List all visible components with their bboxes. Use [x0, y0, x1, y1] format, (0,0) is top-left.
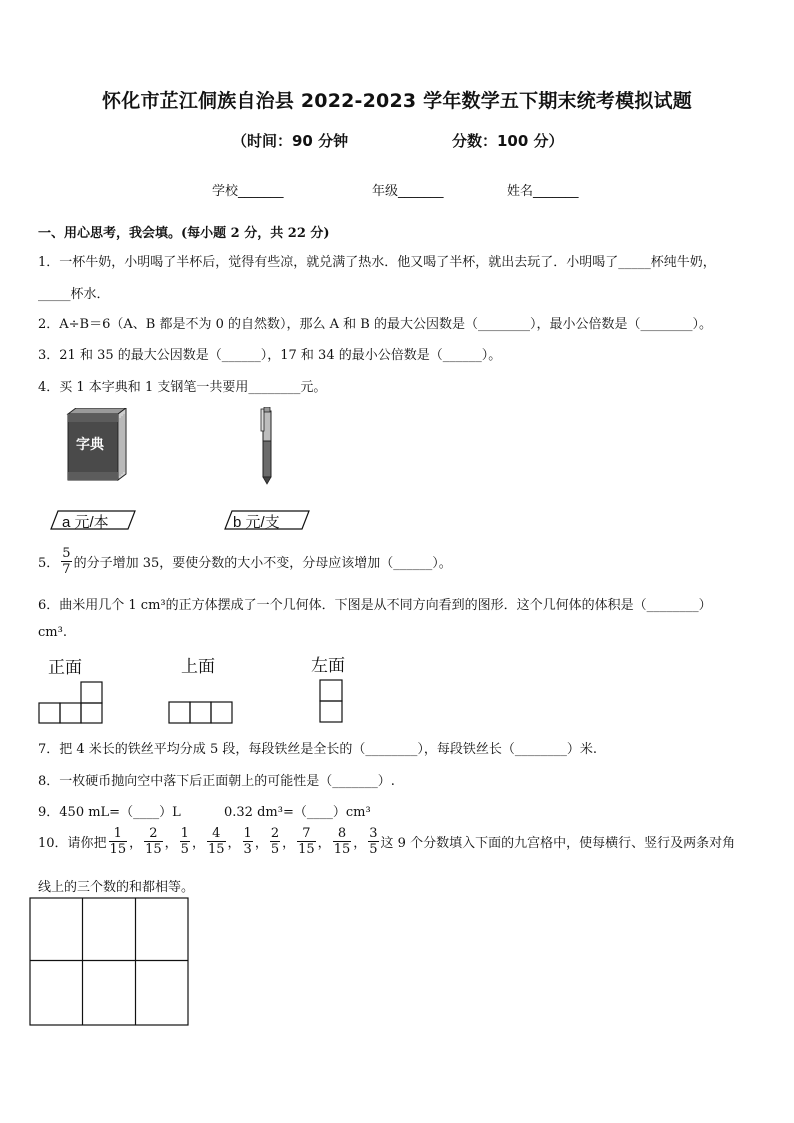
separator: ，: [282, 836, 296, 851]
exam-score: 分数：100 分）: [452, 132, 564, 150]
separator: ，: [164, 836, 178, 851]
fraction: [368, 826, 378, 857]
fraction-numerator: 4: [207, 826, 226, 842]
separator: ，: [317, 836, 331, 851]
separator: ，: [129, 836, 143, 851]
fraction-denominator: 15: [333, 842, 351, 857]
question-6-line-1: 6．曲米用几个 1 cm³的正方体摆成了一个几何体．下图是从不同方向看到的图形．这个几何体的体积是（________）: [38, 598, 712, 613]
fraction-denominator: 15: [207, 842, 225, 857]
school-field: 学校_______: [212, 184, 284, 199]
question-4: 4．买 1 本字典和 1 支钢笔一共要用________元。: [38, 380, 327, 395]
fraction-numerator: 1: [243, 826, 252, 841]
exam-time: （时间：90 分钟: [232, 132, 349, 150]
page-title: 怀化市芷江侗族自治县 2022-2023 学年数学五下期末统考模拟试题: [102, 90, 692, 112]
fraction: [270, 826, 280, 857]
price-dictionary: a 元/本: [62, 514, 109, 531]
separator: ，: [227, 836, 241, 851]
name-field: 姓名_______: [507, 184, 579, 199]
fraction-numerator: 3: [369, 826, 378, 841]
fraction-numerator: 5: [62, 546, 71, 561]
fraction: [333, 826, 352, 857]
top-view-label: 上面: [181, 657, 215, 677]
question-10-suffix: 这 9 个分数填入下面的九宫格中，使每横行、竖行及两条对角: [380, 836, 736, 851]
fraction: [243, 826, 253, 857]
left-view-figure: [319, 679, 343, 723]
question-5: [38, 546, 452, 577]
fraction-denominator: 5: [180, 842, 189, 857]
fraction: [297, 826, 316, 857]
front-view-figure: [38, 681, 104, 724]
fraction: [180, 826, 190, 857]
fraction-numerator: 2: [144, 826, 163, 842]
dictionary-title: 字典: [76, 437, 104, 453]
question-3: 3．21 和 35 的最大公因数是（______），17 和 34 的最小公倍数是（______）。: [38, 348, 502, 363]
question-10-fractions: [107, 826, 381, 857]
question-10-prefix: 10．请你把: [38, 836, 107, 851]
question-7: 7．把 4 米长的铁丝平均分成 5 段，每段铁丝是全长的（________），每段铁丝长（________）米.: [38, 742, 597, 757]
question-5-text: 的分子增加 35，要使分数的大小不变，分母应该增加（______）。: [73, 556, 452, 571]
fraction-numerator: 2: [270, 826, 280, 841]
fraction-denominator: 15: [109, 842, 127, 857]
fraction-numerator: 1: [109, 826, 128, 842]
fraction-denominator: 15: [298, 842, 315, 857]
fraction: [109, 826, 128, 857]
question-8: 8．一枚硬币抛向空中落下后正面朝上的可能性是（_______）.: [38, 774, 395, 789]
question-10-line-2: 线上的三个数的和都相等。: [38, 880, 195, 895]
question-10-line-1: [38, 826, 735, 857]
top-view-figure: [168, 701, 234, 724]
question-2: 2．A÷B＝6（A、B 都是不为 0 的自然数），那么 A 和 B 的最大公因数是（________），最小公倍数是（________）。: [38, 317, 712, 332]
question-1-line-2: _____杯水．: [38, 287, 110, 302]
left-view-label: 左面: [311, 656, 345, 676]
question-1-line-1: 1．一杯牛奶，小明喝了半杯后，觉得有些凉，就兑满了热水．他又喝了半杯，就出去玩了．小明喝了_____杯纯牛奶，: [38, 255, 716, 270]
fraction-numerator: 7: [297, 826, 316, 842]
fraction-denominator: 15: [145, 842, 162, 857]
magic-square-grid: [29, 897, 189, 1026]
question-9-part-2: 0.32 dm³=（____）cm³: [224, 805, 371, 820]
fraction: [144, 826, 163, 857]
separator: ，: [191, 836, 205, 851]
question-6-line-2: cm³.: [38, 625, 67, 640]
separator: ，: [353, 836, 367, 851]
fraction-numerator: 8: [333, 826, 352, 842]
question-9-part-1: 9．450 mL=（____）L: [38, 805, 181, 820]
price-pen: b 元/支: [233, 514, 280, 531]
separator: ，: [254, 836, 268, 851]
fraction-numerator: 1: [180, 826, 189, 841]
front-view-label: 正面: [48, 658, 82, 678]
grade-field: 年级_______: [372, 184, 444, 199]
fraction-denominator: 5: [270, 842, 280, 857]
fraction: [61, 546, 71, 577]
fraction-denominator: 3: [243, 842, 252, 857]
section-heading: 一、用心思考，我会填。(每小题 2 分，共 22 分): [38, 226, 330, 241]
fraction-denominator: 5: [369, 842, 378, 857]
fraction-denominator: 7: [62, 562, 71, 577]
fraction: [207, 826, 226, 857]
question-5-number: 5．: [38, 556, 60, 571]
pen-image: [257, 407, 277, 485]
